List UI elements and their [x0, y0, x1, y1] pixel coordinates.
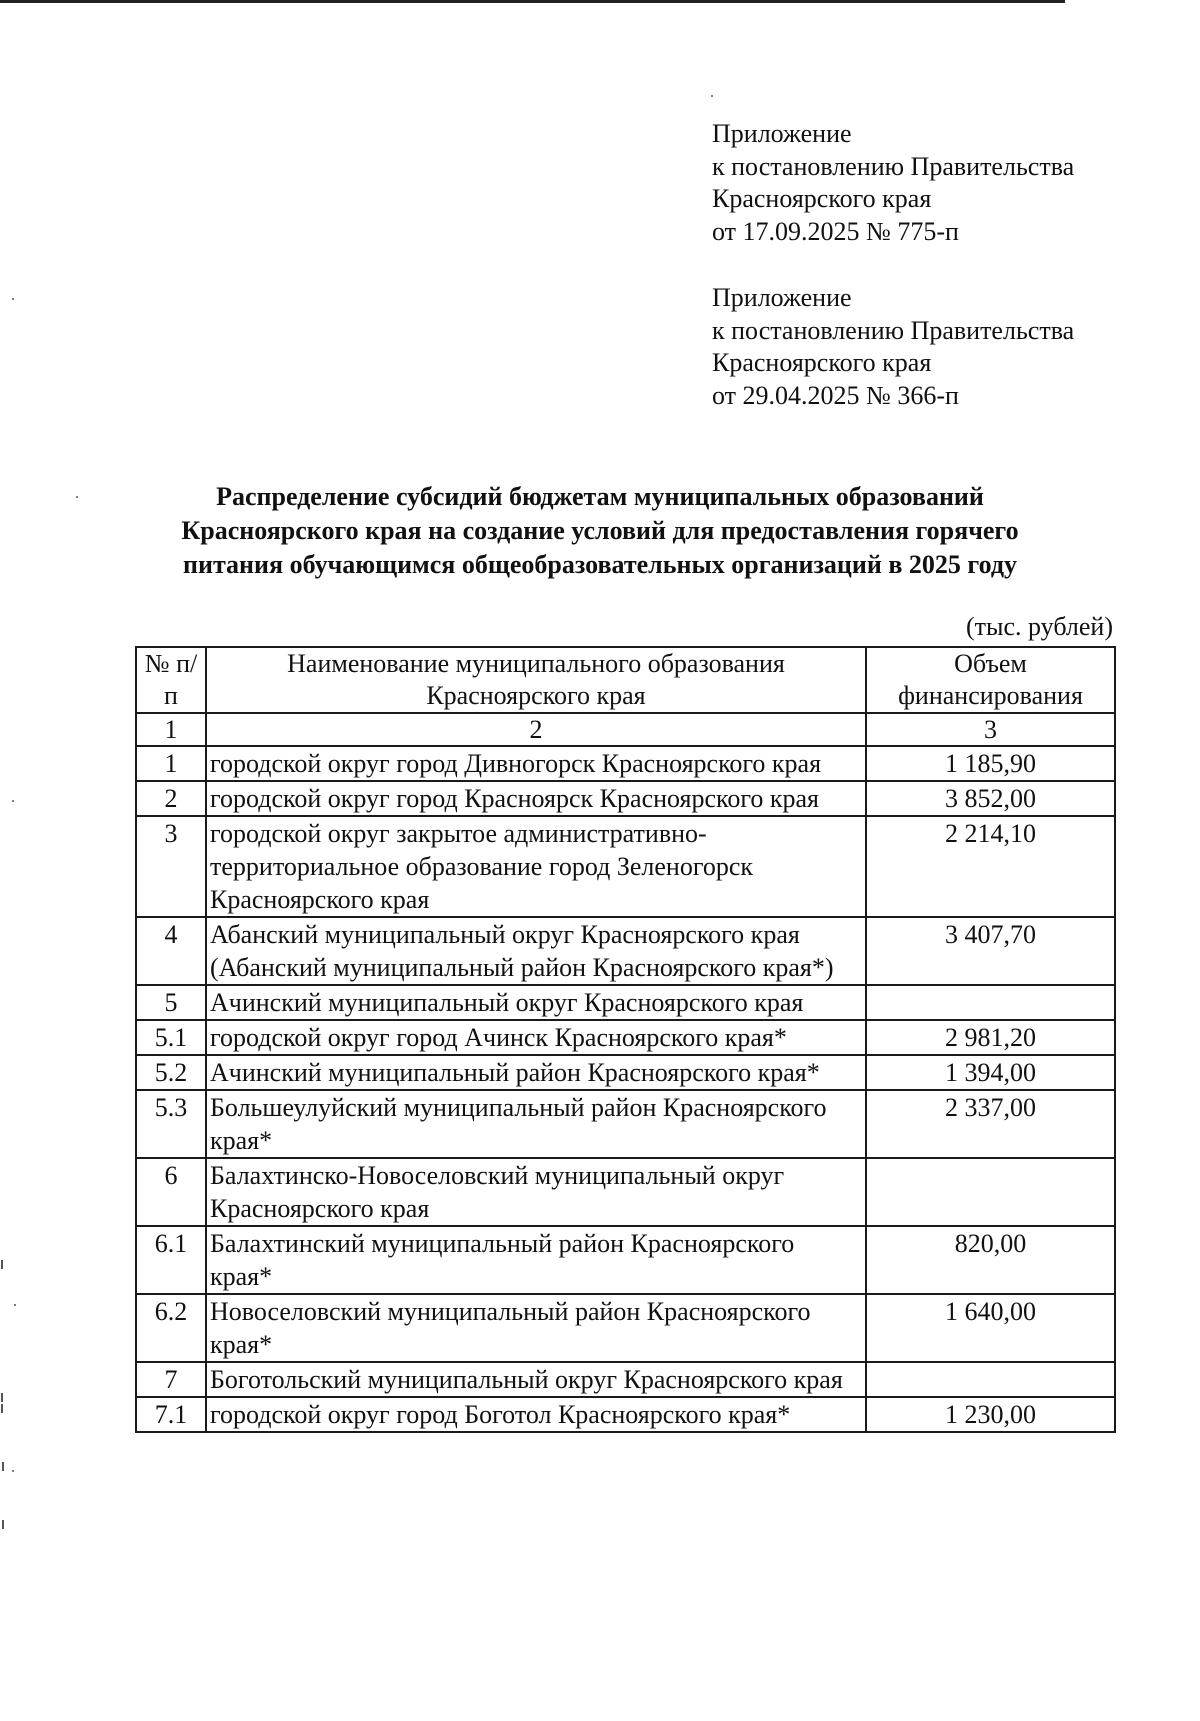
funding-amount: 1 185,90: [866, 746, 1115, 781]
appendix-line: Красноярского края: [712, 184, 932, 213]
document-title: [130, 480, 1070, 582]
scan-speck: [12, 800, 14, 802]
title-line: Красноярского края на создание условий для предоставления горячего: [181, 516, 1019, 545]
table-row: [136, 917, 1115, 985]
row-number: 2: [136, 781, 206, 816]
scan-speck: [12, 1470, 14, 1472]
funding-amount: [866, 1158, 1115, 1226]
municipality-name: городской округ город Дивногорск Красноярского края: [206, 746, 866, 781]
row-number: 6.1: [136, 1226, 206, 1294]
appendix-line: к постановлению Правительства: [712, 151, 1075, 181]
municipality-name: Новоселовский муниципальный район Красноярского края*: [206, 1294, 866, 1362]
row-number: 3: [136, 816, 206, 917]
scan-speck: [76, 496, 78, 498]
column-index-row: [136, 713, 1115, 746]
table-row: [136, 985, 1115, 1020]
scan-speck: [711, 95, 713, 97]
row-number: 1: [136, 746, 206, 781]
appendix-line: Красноярского края: [712, 348, 932, 377]
scan-speck: [1, 1393, 3, 1402]
municipality-name: Боготольский муниципальный округ Красноярского края: [206, 1362, 866, 1397]
table-row: [136, 781, 1115, 816]
row-number: 6: [136, 1158, 206, 1226]
table-row: [136, 1397, 1115, 1432]
municipality-name: Ачинский муниципальный округ Красноярского края: [206, 985, 866, 1020]
funding-amount: 2 337,00: [866, 1090, 1115, 1158]
subsidy-table: [135, 646, 1116, 1433]
municipality-name: городской округ город Ачинск Красноярского края*: [206, 1020, 866, 1055]
funding-amount: 1 640,00: [866, 1294, 1115, 1362]
scan-top-edge: [0, 0, 1065, 3]
table-row: [136, 1226, 1115, 1294]
row-number: 5.1: [136, 1020, 206, 1055]
column-index-cell: 3: [866, 713, 1115, 746]
funding-amount: 3 407,70: [866, 917, 1115, 985]
appendix-line: Приложение: [712, 283, 852, 312]
municipality-name: городской округ закрытое административно-территориальное образование город Зеленогорск Красноярского края: [206, 816, 866, 917]
title-line: питания обучающимся общеобразовательных организаций в 2025 году: [183, 550, 1017, 579]
column-index-cell: 1: [136, 713, 206, 746]
header-name: Наименование муниципального образования Красноярского края: [206, 647, 866, 713]
row-number: 7: [136, 1362, 206, 1397]
row-number: 7.1: [136, 1397, 206, 1432]
row-number: 5.2: [136, 1055, 206, 1090]
municipality-name: Абанский муниципальный округ Красноярского края (Абанский муниципальный район Красноярского края*): [206, 917, 866, 985]
scan-speck: [2, 1520, 4, 1529]
municipality-name: Ачинский муниципальный район Красноярского края*: [206, 1055, 866, 1090]
table-row: [136, 1362, 1115, 1397]
header-num: № п/п: [136, 647, 206, 713]
table-row: [136, 1055, 1115, 1090]
appendix-line: от 17.09.2025 № 775-п: [712, 216, 959, 246]
appendix-line: Приложение: [712, 119, 852, 148]
column-index-cell: 2: [206, 713, 866, 746]
table-row: [136, 1158, 1115, 1226]
funding-amount: 2 981,20: [866, 1020, 1115, 1055]
scan-speck: [1, 1404, 3, 1413]
units-label: (тыс. рублей): [965, 612, 1113, 641]
funding-amount: 1 394,00: [866, 1055, 1115, 1090]
table-row: [136, 1020, 1115, 1055]
table-header-row: [136, 647, 1115, 713]
municipality-name: городской округ город Боготол Красноярского края*: [206, 1397, 866, 1432]
appendix-original-block: [712, 282, 1074, 412]
municipality-name: Балахтинский муниципальный район Красноярского края*: [206, 1226, 866, 1294]
funding-amount: 1 230,00: [866, 1397, 1115, 1432]
appendix-line: от 29.04.2025 № 366-п: [712, 380, 959, 410]
table-row: [136, 816, 1115, 917]
scan-speck: [2, 1462, 4, 1471]
municipality-name: Большеулуйский муниципальный район Красноярского края*: [206, 1090, 866, 1158]
row-number: 6.2: [136, 1294, 206, 1362]
municipality-name: городской округ город Красноярск Красноярского края: [206, 781, 866, 816]
scan-speck: [12, 298, 14, 300]
row-number: 4: [136, 917, 206, 985]
scan-speck: [1, 1260, 3, 1269]
scan-speck: [14, 1304, 16, 1306]
funding-amount: 2 214,10: [866, 816, 1115, 917]
header-amount: Объем финансирования: [866, 647, 1115, 713]
table-row: [136, 1294, 1115, 1362]
funding-amount: 820,00: [866, 1226, 1115, 1294]
appendix-current-block: [712, 118, 1074, 248]
funding-amount: [866, 1362, 1115, 1397]
funding-amount: [866, 985, 1115, 1020]
appendix-line: к постановлению Правительства: [712, 315, 1075, 345]
table-row: [136, 1090, 1115, 1158]
row-number: 5: [136, 985, 206, 1020]
title-line: Распределение субсидий бюджетам муниципальных образований: [216, 482, 984, 511]
table-row: [136, 746, 1115, 781]
funding-amount: 3 852,00: [866, 781, 1115, 816]
row-number: 5.3: [136, 1090, 206, 1158]
municipality-name: Балахтинско-Новоселовский муниципальный округ Красноярского края: [206, 1158, 866, 1226]
